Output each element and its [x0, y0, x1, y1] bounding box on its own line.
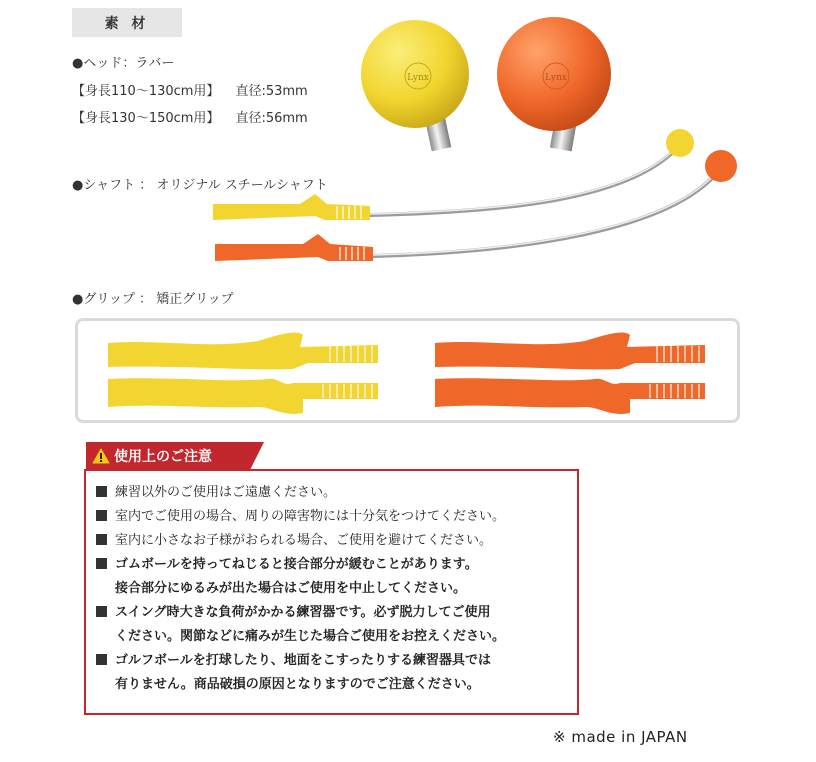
orange-grip-top	[435, 333, 705, 370]
caution-item-text: 練習以外のご使用はご遠慮ください。	[115, 485, 337, 500]
swing-trainers-image	[205, 120, 765, 270]
spec-size-1-label: 【身長110～130cm用】	[72, 84, 220, 99]
caution-box	[84, 469, 579, 715]
spec-size-1-value: 直径:53mm	[235, 84, 308, 99]
caution-header	[86, 442, 250, 470]
caution-item-text: ゴムボールを持ってねじると接合部分が緩むことがあります。	[115, 557, 478, 572]
caution-item-text: 有りません。商品破損の原因となりますのでご注意ください。	[115, 677, 480, 692]
bullet-square-icon	[96, 606, 107, 617]
spec-shaft: ●シャフト ： オリジナル スチールシャフト	[72, 178, 328, 193]
spec-grip: ●グリップ ： 矯正グリップ	[72, 292, 234, 307]
grip-image-box	[75, 318, 740, 423]
caution-item-continuation	[96, 673, 505, 697]
bullet-square-icon	[96, 510, 107, 521]
bullet-square-icon	[96, 558, 107, 569]
spec-size-2-value: 直径:56mm	[235, 111, 308, 126]
caution-item	[96, 481, 505, 505]
grips-image	[78, 321, 737, 420]
caution-item	[96, 601, 505, 625]
spec-head: ●ヘッド：ラバー	[72, 56, 175, 71]
caution-item	[96, 529, 505, 553]
yellow-grip-top	[108, 333, 378, 370]
caution-item-text: ゴルフボールを打球したり、地面をこすったりする練習器具では	[115, 653, 491, 668]
caution-list	[96, 481, 505, 697]
caution-item-text: 室内でご使用の場合、周りの障害物には十分気をつけてください。	[115, 509, 506, 524]
bullet-square-icon	[96, 534, 107, 545]
caution-title: 使用上のご注意	[114, 449, 212, 465]
section-title-materials: 素 材	[72, 8, 182, 37]
caution-item-text: 室内に小さなお子様がおられる場合、ご使用を避けてください。	[115, 533, 493, 548]
caution-item	[96, 649, 505, 673]
caution-item-text: ください。関節などに痛みが生じた場合ご使用をお控えください。	[115, 629, 506, 644]
orange-grip-bottom	[435, 378, 705, 414]
caution-item-text: スイング時大きな負荷がかかる練習器です。必ず脱力してご使用	[115, 605, 491, 620]
made-in-label: ※ made in JAPAN	[553, 728, 688, 746]
bullet-square-icon	[96, 654, 107, 665]
caution-item	[96, 505, 505, 529]
yellow-trainer	[213, 129, 694, 220]
yellow-grip-bottom	[108, 378, 378, 414]
caution-item-continuation	[96, 577, 505, 601]
caution-item-continuation	[96, 625, 505, 649]
spec-size-2-label: 【身長130～150cm用】	[72, 111, 220, 126]
ball-logo-orange: Lynx	[545, 73, 567, 83]
bullet-square-icon	[96, 486, 107, 497]
spec-size-1	[72, 80, 308, 99]
caution-item	[96, 553, 505, 577]
ball-logo-yellow: Lynx	[407, 73, 429, 83]
caution-item-text: 接合部分にゆるみが出た場合はご使用を中止してください。	[115, 581, 467, 596]
warning-triangle-icon	[92, 448, 110, 464]
